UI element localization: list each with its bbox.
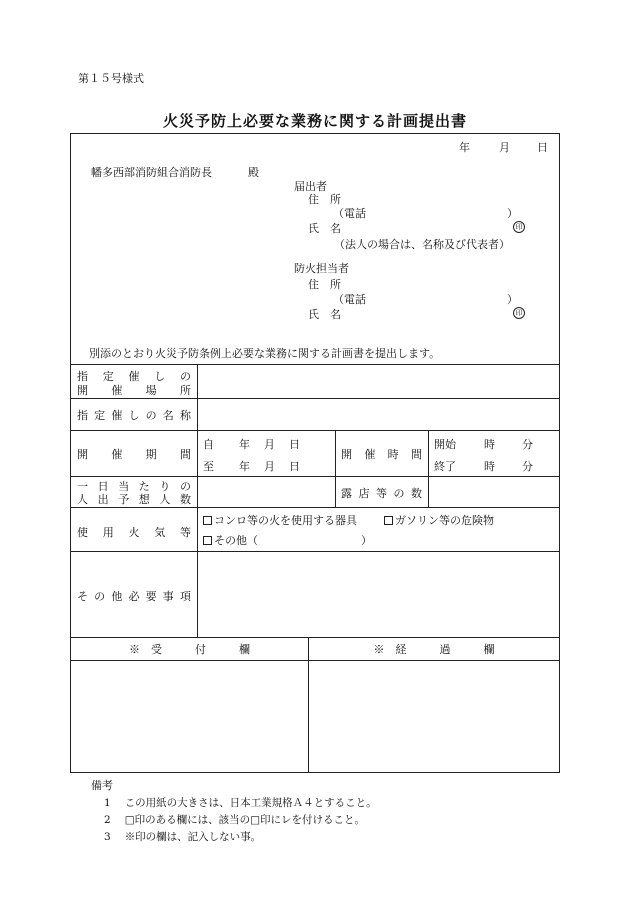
hours-label: 開 催 時 間 (341, 448, 422, 461)
note-text: □印のある欄には、該当の□印にレを付けること。 (124, 814, 366, 826)
period-label: 開 催 期 間 (77, 448, 191, 461)
checkbox-icon[interactable] (384, 516, 393, 525)
row-rule (71, 364, 559, 365)
date-month-label: 月 (499, 141, 510, 154)
row-rule (71, 476, 559, 477)
fire-option-1-text: コンロ等の火を使用する器具 (214, 514, 357, 527)
note-3 (104, 829, 261, 844)
start-hour-unit: 時 (484, 438, 495, 451)
event-name-label: 指 定 催 し の 名 称 (77, 409, 191, 422)
form-number: 第１５号様式 (78, 72, 144, 85)
period-to-year: 年 (239, 460, 250, 473)
fire-option-3-close: ） (361, 534, 372, 547)
bottom-split-rule (308, 637, 309, 772)
progress-header: ※ 経 過 欄 (373, 643, 495, 656)
venue-field[interactable] (199, 366, 557, 396)
row-rule (71, 507, 559, 508)
stalls-label: 露 店 等 の 数 (341, 487, 422, 500)
right-column-rule (428, 430, 429, 507)
submission-statement: 別添のとおり火災予防条例上必要な業務に関する計画書を提出します。 (89, 347, 441, 360)
note-2 (104, 812, 365, 827)
note-number: 1 (104, 797, 111, 809)
period-from-year: 年 (239, 438, 250, 451)
applicant-phone-close: ） (507, 207, 518, 220)
row-rule (71, 551, 559, 552)
note-text: この用紙の大きさは、日本工業規格Ａ４とすること。 (124, 797, 377, 809)
fire-manager-heading: 防火担当者 (294, 262, 349, 275)
fire-option-3[interactable] (203, 532, 258, 548)
period-from-month: 月 (264, 438, 275, 451)
fire-option-2-text: ガソリン等の危険物 (395, 514, 494, 527)
progress-area (311, 662, 557, 770)
applicant-heading: 届出者 (294, 180, 327, 193)
fire-option-2[interactable] (384, 512, 494, 528)
note-text: ※印の欄は、記入しない事。 (124, 831, 262, 843)
page-title: 火災予防上必要な業務に関する計画提出書 (162, 112, 467, 130)
note-1 (104, 795, 377, 810)
fire-option-3-open: その他（ (214, 534, 258, 547)
applicant-phone-open: （電話 (333, 207, 366, 220)
period-from-label: 自 (203, 438, 214, 451)
addressee-honorific: 殿 (248, 166, 259, 179)
addressee-name: 幡多西部消防組合消防長 (91, 166, 212, 179)
period-to-day: 日 (289, 460, 300, 473)
venue-label-line2: 開 催 場 所 (77, 384, 191, 397)
row-rule (71, 660, 559, 661)
reception-area (73, 662, 306, 770)
reception-header: ※ 受 付 欄 (129, 643, 250, 656)
date-day-label: 日 (537, 141, 548, 154)
label-column-rule (197, 364, 198, 637)
note-number: 3 (104, 831, 111, 843)
notes-heading: 備考 (91, 779, 113, 792)
end-minute-unit: 分 (522, 460, 533, 473)
fire-option-1[interactable] (203, 512, 357, 528)
other-label: そ の 他 必 要 事 項 (77, 590, 191, 603)
fire-manager-phone-close: ） (507, 293, 518, 306)
stalls-field[interactable] (430, 478, 557, 505)
note-number: 2 (104, 814, 111, 826)
applicant-corporate-note: （法人の場合は、名称及び代表者） (334, 238, 510, 251)
event-name-field[interactable] (199, 400, 557, 428)
checkbox-icon[interactable] (203, 516, 212, 525)
end-hour-unit: 時 (484, 460, 495, 473)
fire-manager-phone-open: （電話 (333, 293, 366, 306)
start-minute-unit: 分 (522, 438, 533, 451)
date-year-label: 年 (459, 141, 470, 154)
form-frame (70, 133, 560, 773)
fire-use-label: 使 用 火 気 等 (77, 526, 191, 539)
attendance-field[interactable] (199, 478, 333, 505)
applicant-name-label: 氏 名 (308, 222, 341, 235)
attendance-label-line2: 人 出 予 想 人 数 (77, 493, 191, 506)
fire-manager-name-label: 氏 名 (308, 308, 341, 321)
venue-label-line1: 指 定 催 し の (77, 370, 191, 383)
end-label: 終了 (434, 460, 456, 473)
checkbox-icon[interactable] (203, 536, 212, 545)
row-rule (71, 430, 559, 431)
row-rule (71, 637, 559, 638)
period-to-month: 月 (264, 460, 275, 473)
start-label: 開始 (434, 438, 456, 451)
mid-column-rule (335, 430, 336, 507)
period-from-day: 日 (289, 438, 300, 451)
applicant-seal-mark: 印 (513, 221, 525, 233)
attendance-label-line1: 一 日 当 た り の (77, 480, 191, 493)
row-rule (71, 398, 559, 399)
fire-manager-address-label: 住 所 (308, 278, 341, 291)
fire-manager-seal-mark: 印 (513, 307, 525, 319)
applicant-address-label: 住 所 (308, 193, 341, 206)
period-to-label: 至 (203, 460, 214, 473)
other-field[interactable] (199, 553, 557, 635)
